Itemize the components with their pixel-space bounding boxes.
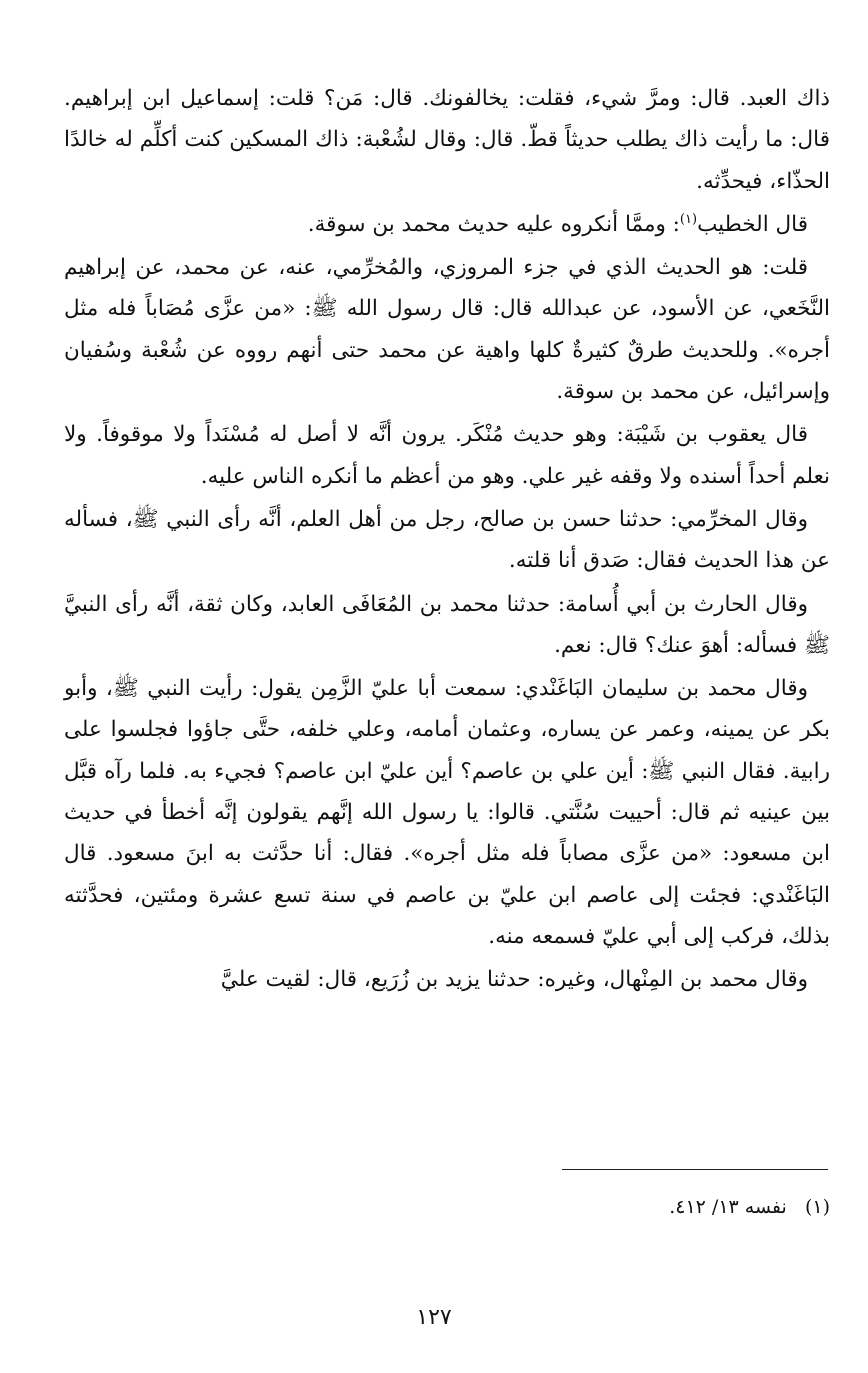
paragraph-1: ذاك العبد. قال: ومرَّ شيء، فقلت: يخالفونك. قال: مَن؟ قلت: إسماعيل ابن إبراهيم. قال: ما رأيت ذاك يطلب حديثاً قطّ. قال: وقال لشُعْبة: ذاك المسكين كنت أكلِّم له خالدًا الحذّاء، فيحدِّثه. [64, 86, 830, 194]
paragraph-6: وقال الحارث بن أبي أُسامة: حدثنا محمد بن المُعَافَى العابد، وكان ثقة، أنَّه رأى النبيَّ ﷺ فسأله: أهوَ عنك؟ قال: نعم. [64, 591, 830, 658]
footnote-text: نفسه ١٣/ ٤١٢. [669, 1196, 787, 1218]
page-number: ١٢٧ [416, 1305, 452, 1330]
footnote [400, 1192, 830, 1222]
paragraph-3: قلت: هو الحديث الذي في جزء المروزي، والمُخرِّمي، عنه، عن محمد، عن إبراهيم النَّخَعي، عن الأسود، عن عبدالله قال: قال رسول الله ﷺ: «من عزَّى مُصَاباً فله مثل أجره». وللحديث طرقٌ كثيرةٌ كلها واهية عن محمد حتى أنهم رووه عن شُعْبة وسُفيان وإسرائيل، عن محمد بن سوقة. [64, 255, 830, 405]
footnote-separator [562, 1169, 828, 1170]
paragraph-2-lead: قال الخطيب [697, 211, 808, 237]
paragraph-4: قال يعقوب بن شَيْبَة: وهو حديث مُنْكَر. يرون أنَّه لا أصل له مُسْنَداً ولا موقوفاً. ولا نعلم أحداً أسنده ولا وقفه غير علي. وهو من أعظم ما أنكره الناس عليه. [64, 422, 830, 489]
footnote-reference: (١) [679, 211, 698, 227]
main-text [64, 78, 830, 1003]
footnote-marker: (١) [804, 1196, 830, 1218]
paragraph-7: وقال محمد بن سليمان البَاغَنْدي: سمعت أبا عليّ الزَّمِن يقول: رأيت النبي ﷺ، وأبو بكر عن يمينه، وعمر عن يساره، وعثمان أمامه، وعلي خلفه، حتَّى جاؤوا فجلسوا على رابية. فقال النبي ﷺ: أين علي بن عاصم؟ أين عليّ ابن عاصم؟ فجيء به. فلما رآه قبَّل بين عينيه ثم قال: أحييت سُنَّتي. قالوا: يا رسول الله إنَّهم يقولون إنَّه أخطأ في حديث ابن مسعود: «من عزَّى مصاباً فله مثل أجره». فقال: أنا حدَّثت به ابنَ مسعود. قال البَاغَنْدي: فجئت إلى عاصم ابن عليّ بن عاصم في سنة تسع عشرة ومئتين، فحدَّثته بذلك، فركب إلى أبي عليّ فسمعه منه. [64, 676, 830, 949]
paragraph-5: وقال المخرِّمي: حدثنا حسن بن صالح، رجل من أهل العلم، أنَّه رأى النبي ﷺ، فسأله عن هذا الحديث فقال: صَدق أنا قلته. [64, 506, 830, 574]
paragraph-2-rest: : وممَّا أنكروه عليه حديث محمد بن سوقة. [307, 211, 680, 237]
paragraph-2 [64, 204, 830, 245]
paragraph-8: وقال محمد بن المِنْهال، وغيره: حدثنا يزيد بن زُرَيع، قال: لقيت عليَّ [220, 967, 808, 993]
